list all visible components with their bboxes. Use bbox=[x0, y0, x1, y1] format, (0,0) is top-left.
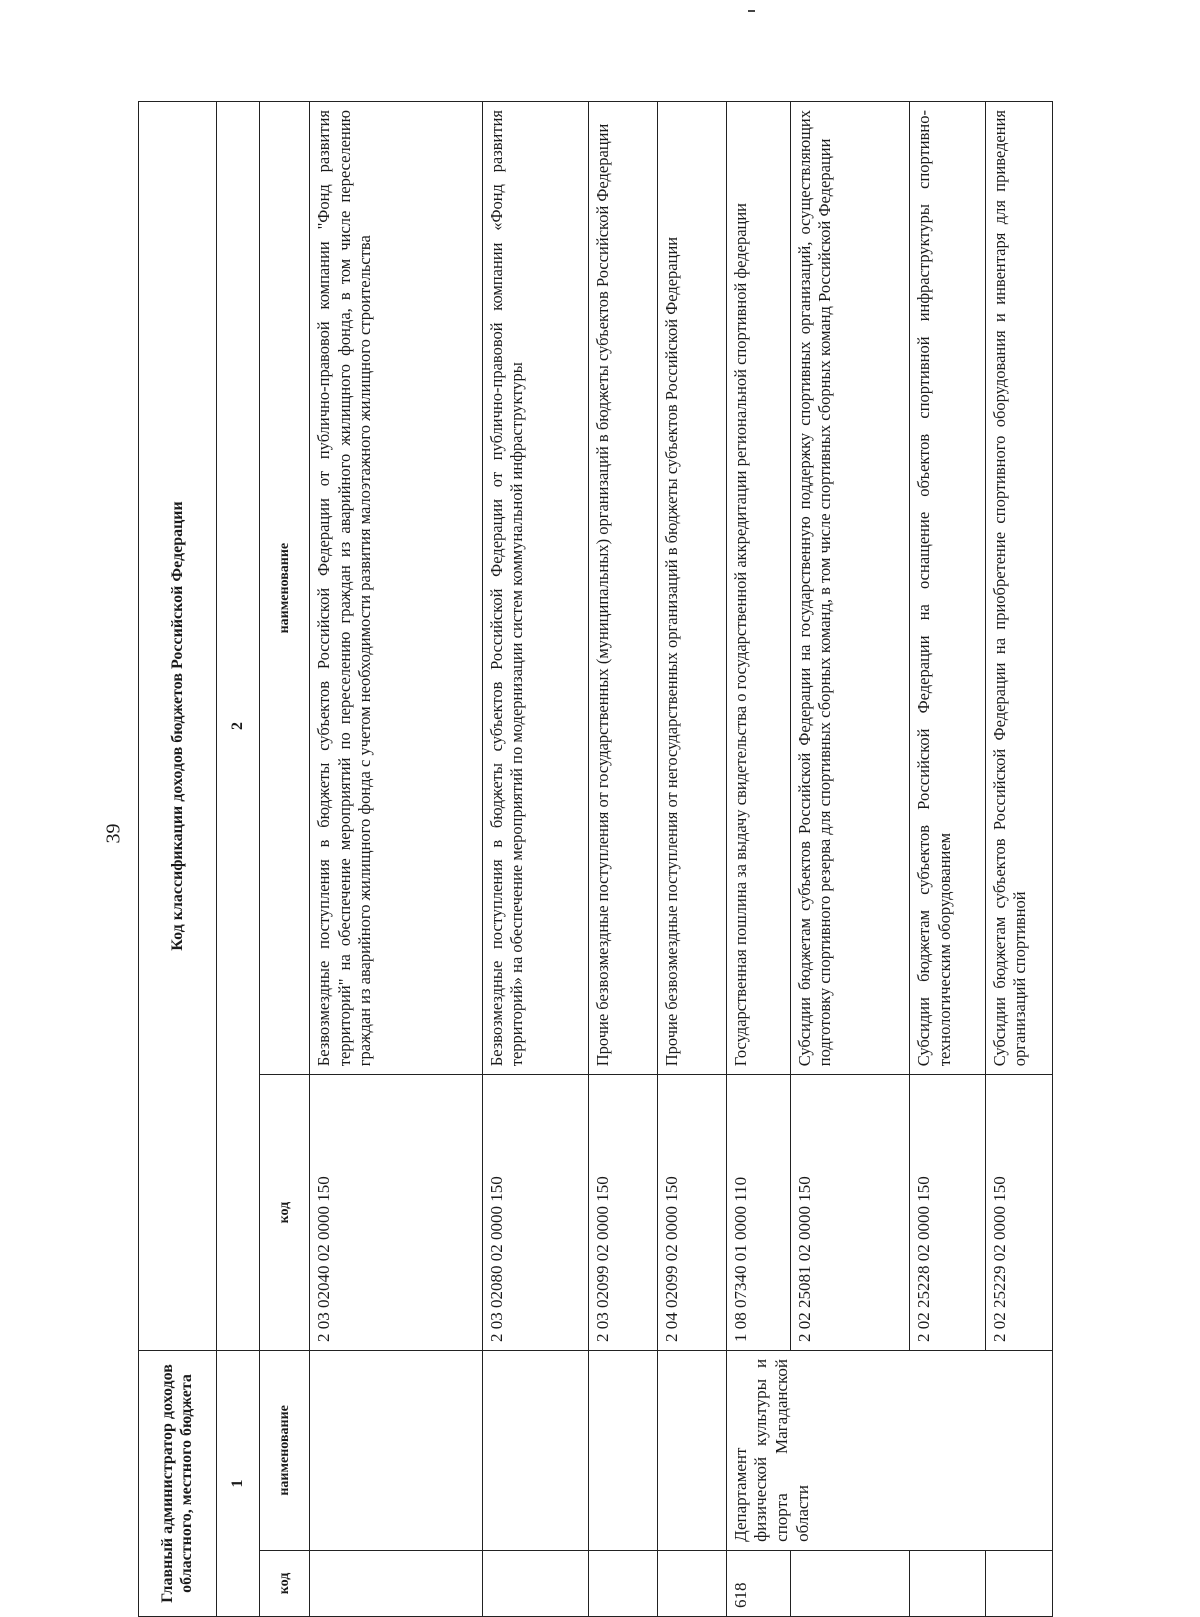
table-row bbox=[657, 102, 726, 1617]
subheader-code: код bbox=[260, 1075, 310, 1351]
revenue-name-cell: Субсидии бюджетам субъектов Российской Федерации на приобретение спортивного оборудования и инвентаря для приведения организаций спортивной bbox=[986, 102, 1053, 1075]
revenue-name-cell: Безвозмездные поступления в бюджеты субъектов Российской Федерации от публично-правовой компании «Фонд развития территорий» на обеспечение мероприятий по модернизации систем коммунальной инфраструктуры bbox=[482, 102, 588, 1075]
admin-name-cell bbox=[588, 1350, 657, 1550]
admin-name-cell bbox=[482, 1350, 588, 1550]
column-number-2: 2 bbox=[216, 102, 259, 1351]
revenue-code-cell: 2 03 02040 02 0000 150 bbox=[310, 1075, 483, 1351]
revenue-name-cell: Государственная пошлина за выдачу свидетельства о государственной аккредитации региональной спортивной федерации bbox=[726, 102, 791, 1075]
admin-code-cell bbox=[482, 1550, 588, 1616]
revenue-classification-table bbox=[138, 101, 1053, 1617]
revenue-name-cell: Прочие безвозмездные поступления от негосударственных организаций в бюджеты субъектов Российской Федерации bbox=[657, 102, 726, 1075]
table-row bbox=[482, 102, 588, 1617]
admin-code-cell bbox=[657, 1550, 726, 1616]
table-row bbox=[310, 102, 483, 1617]
revenue-name-cell: Субсидии бюджетам субъектов Российской Федерации на оснащение объектов спортивной инфраструктуры спортивно-технологическим оборудованием bbox=[910, 102, 986, 1075]
page-number: 39 bbox=[102, 823, 125, 844]
revenue-code-cell: 2 02 25229 02 0000 150 bbox=[986, 1075, 1053, 1351]
header-classification-code: Код классификации доходов бюджетов Российской Федерации bbox=[139, 102, 217, 1351]
revenue-name-cell: Безвозмездные поступления в бюджеты субъектов Российской Федерации от публично-правовой компании "Фонд развития территорий" на обеспечение мероприятий по переселению граждан из аварийного жилищного фонда, в том числе переселению граждан из аварийного жилищного фонда с учетом необходимости развития малоэтажного жилищного строительства bbox=[310, 102, 483, 1075]
admin-name-cell bbox=[310, 1350, 483, 1550]
revenue-name-cell: Субсидии бюджетам субъектов Российской Федерации на государственную поддержку спортивных организаций, осуществляющих подготовку спортивного резерва для спортивных сборных команд, в том числе спортивных сборных команд Российской Федерации bbox=[791, 102, 910, 1075]
column-number-1: 1 bbox=[216, 1350, 259, 1616]
admin-name-cell: Департамент физической культуры и спорта Магаданской области bbox=[726, 1350, 1052, 1550]
admin-code-cell: 618 bbox=[726, 1550, 791, 1616]
subheader-adm-code: код bbox=[260, 1550, 310, 1616]
admin-code-cell bbox=[910, 1550, 986, 1616]
admin-code-cell bbox=[986, 1550, 1053, 1616]
revenue-code-cell: 2 02 25228 02 0000 150 bbox=[910, 1075, 986, 1351]
admin-code-cell bbox=[791, 1550, 910, 1616]
revenue-code-cell: 2 02 25081 02 0000 150 bbox=[791, 1075, 910, 1351]
subheader-name: наименование bbox=[260, 102, 310, 1075]
admin-code-cell bbox=[310, 1550, 483, 1616]
header-administrator: Главный администратор доходов областного, местного бюджета bbox=[139, 1350, 217, 1616]
revenue-code-cell: 2 03 02099 02 0000 150 bbox=[588, 1075, 657, 1351]
admin-name-cell bbox=[657, 1350, 726, 1550]
revenue-code-cell: 2 04 02099 02 0000 150 bbox=[657, 1075, 726, 1351]
admin-code-cell bbox=[588, 1550, 657, 1616]
subheader-adm-name: наименование bbox=[260, 1350, 310, 1550]
scan-mark bbox=[748, 10, 755, 12]
revenue-code-cell: 2 03 02080 02 0000 150 bbox=[482, 1075, 588, 1351]
table-row bbox=[588, 102, 657, 1617]
document-table-rotated bbox=[138, 101, 1053, 1617]
revenue-name-cell: Прочие безвозмездные поступления от государственных (муниципальных) организаций в бюджеты субъектов Российской Федерации bbox=[588, 102, 657, 1075]
table-row bbox=[726, 102, 791, 1617]
revenue-code-cell: 1 08 07340 01 0000 110 bbox=[726, 1075, 791, 1351]
